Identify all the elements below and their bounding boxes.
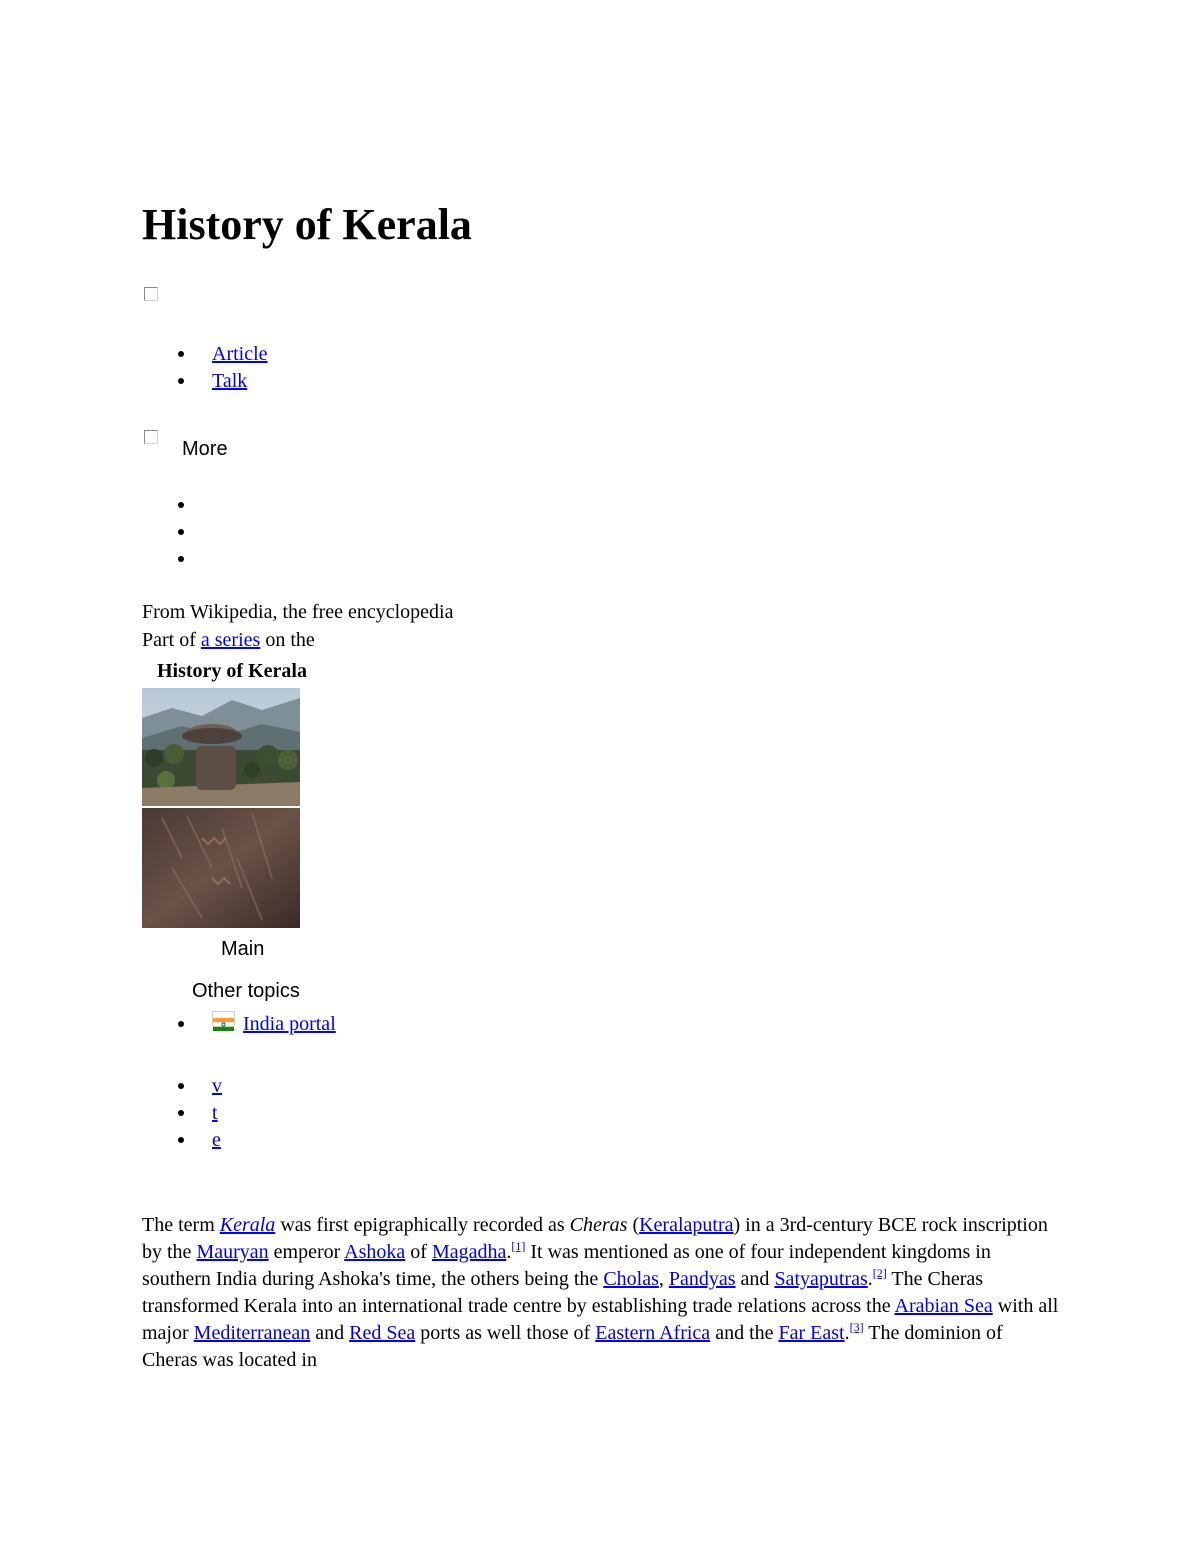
text-run: and the [710,1322,779,1344]
keralaputra-link[interactable]: Keralaputra [639,1214,734,1236]
text-run: and [310,1322,350,1344]
more-menu-item[interactable] [178,546,212,573]
text-run: The term [142,1214,220,1236]
tab-article-link[interactable]: Article [212,343,268,365]
text-run: ( [627,1214,640,1236]
text-run: The dominion of Cheras was located in [142,1322,1003,1371]
dolmen-photo-svg [142,688,300,928]
india-flag-icon [212,1011,235,1026]
more-menu-items [178,492,212,573]
text-run: with all major [142,1295,1059,1344]
more-menu-checkbox[interactable] [144,430,158,444]
page-title: History of Kerala [142,200,472,249]
tab-talk-link[interactable]: Talk [212,370,248,392]
series-prefix: Part of [142,629,196,651]
main-label: Main [221,938,265,960]
text-run: The Cheras transformed Kerala into an international trade centre by establishing trade relations across the [142,1268,984,1317]
text-run: of [405,1241,432,1263]
eastern-africa-link[interactable]: Eastern Africa [595,1322,711,1344]
other-topics-label: Other topics [192,980,300,1002]
series-box-title: History of Kerala [157,660,307,682]
text-run: , [658,1268,669,1290]
reference-1[interactable]: [1] [511,1239,526,1253]
portal-item [178,1011,336,1038]
text-run: was first epigraphically recorded as [275,1214,570,1236]
more-menu-item[interactable] [178,492,212,519]
kerala-link[interactable]: Kerala [219,1214,276,1236]
text-run: ports as well those of [415,1322,596,1344]
mediterranean-link[interactable]: Mediterranean [193,1322,311,1344]
reference-3[interactable]: [3] [849,1320,864,1334]
india-portal-link[interactable]: India portal [243,1013,336,1035]
series-link[interactable]: a series [200,629,261,651]
template-nav-links [178,1073,222,1154]
text-run: and [735,1268,775,1290]
pandyas-link[interactable]: Pandyas [668,1268,736,1290]
portal-list [178,1011,336,1038]
template-nav-item [178,1127,222,1154]
tab-talk [178,368,268,395]
cheras-term: Cheras [569,1214,628,1236]
namespace-toggle-checkbox[interactable] [144,287,158,301]
satyaputras-link[interactable]: Satyaputras [774,1268,868,1290]
mauryan-link[interactable]: Mauryan [196,1241,269,1263]
ashoka-link[interactable]: Ashoka [344,1241,406,1263]
more-menu-item[interactable] [178,519,212,546]
template-nav-item [178,1073,222,1100]
red-sea-link[interactable]: Red Sea [349,1322,416,1344]
text-run: It was mentioned as one of four independent kingdoms in southern India during Ashoka's time, the others being the [142,1241,991,1290]
edit-template-link[interactable]: e [212,1129,221,1151]
text-run: emperor [268,1241,345,1263]
dolmen-photo[interactable] [142,688,300,928]
view-template-link[interactable]: v [212,1075,222,1097]
site-tagline: From Wikipedia, the free encyclopedia [142,601,454,623]
more-menu-label[interactable]: More [182,438,228,460]
text-run: ) in a 3rd-century BCE rock inscription by the [142,1214,1048,1263]
cholas-link[interactable]: Cholas [603,1268,659,1290]
magadha-link[interactable]: Magadha [431,1241,507,1263]
text-run: . [844,1322,850,1344]
talk-template-link[interactable]: t [212,1102,218,1124]
arabian-sea-link[interactable]: Arabian Sea [894,1295,993,1317]
far-east-link[interactable]: Far East [778,1322,845,1344]
text-run: . [506,1241,512,1263]
series-suffix: on the [265,629,315,651]
reference-2[interactable]: [2] [872,1266,887,1280]
template-nav-item [178,1100,222,1127]
series-intro [142,627,315,654]
text-run: . [867,1268,873,1290]
article-paragraph [142,1212,1062,1374]
tab-article [178,341,268,368]
namespace-tabs [178,341,268,395]
